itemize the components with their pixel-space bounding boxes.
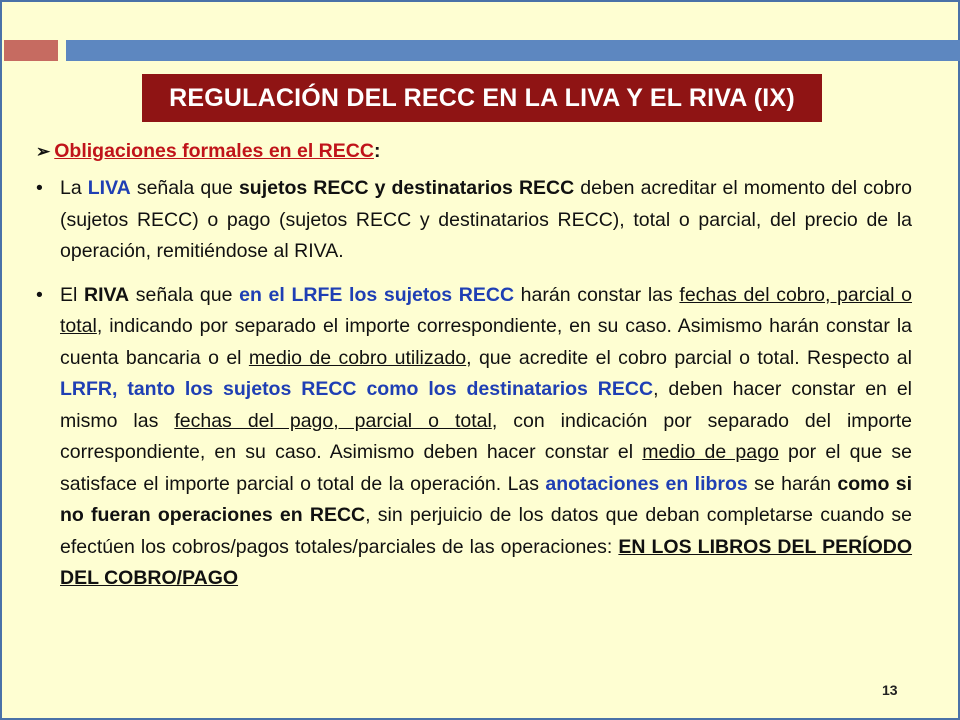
- slide-title: [142, 74, 822, 122]
- text-run-bold: como si no fueran operaciones en RECC: [60, 472, 912, 526]
- slide-content: [34, 140, 912, 595]
- text-run: , sin perjuicio de los datos que deban completarse cuando se efectúen los cobros/pagos totales/parciales de las operaciones:: [60, 504, 912, 558]
- text-run-blue: en el LRFE los sujetos RECC: [239, 283, 515, 306]
- text-run-riva: RIVA: [84, 283, 130, 306]
- bullet-paragraph-liva: [34, 173, 912, 268]
- page-number: 13: [882, 682, 898, 698]
- text-run-underlined: medio de cobro utilizado: [248, 346, 467, 369]
- text-run: El: [60, 283, 84, 306]
- text-run: deben acreditar el momento del cobro (sujetos RECC) o pago (sujetos RECC y destinatarios RECC), total o parcial, del precio de la operación, remitiéndose al RIVA.: [60, 177, 912, 262]
- text-run-blue: LRFR, tanto los sujetos RECC como los destinatarios RECC: [60, 378, 654, 400]
- section-heading-colon: :: [373, 140, 381, 162]
- text-run-underlined: fechas del cobro, parcial o total: [60, 283, 912, 337]
- text-run-bold-underlined: EN LOS LIBROS DEL PERÍODO DEL COBRO/PAGO: [60, 535, 913, 589]
- text-run: por el que se satisface el importe parcial o total de la operación. Las: [60, 441, 912, 495]
- bullet-dot-icon: •: [36, 177, 43, 199]
- text-run-underlined: fechas del pago, parcial o total: [174, 409, 492, 432]
- text-run-bold: sujetos RECC y destinatarios RECC: [238, 177, 575, 199]
- bullet-text: [60, 173, 912, 268]
- bullet-text: [60, 280, 912, 595]
- text-run: , deben hacer constar en el mismo las: [60, 378, 913, 432]
- text-run: , que acredite el cobro parcial o total. Respecto al: [466, 346, 912, 369]
- accent-bar-red: [4, 40, 58, 61]
- text-run: harán constar las: [514, 283, 680, 306]
- text-run: , con indicación por separado del importe correspondiente, en su caso. Asimismo deben hacer constar el: [60, 409, 912, 463]
- section-heading-text: Obligaciones formales en el RECC: [54, 140, 374, 162]
- accent-bar-blue: [66, 40, 960, 61]
- arrow-bullet-icon: ➢: [36, 141, 51, 161]
- text-run-underlined: medio de pago: [642, 441, 779, 463]
- bullet-dot-icon: •: [36, 283, 43, 306]
- text-run: señala que: [129, 283, 240, 306]
- slide-title-text: REGULACIÓN DEL RECC EN LA LIVA Y EL RIVA (IX): [169, 83, 795, 112]
- text-run: La: [60, 177, 88, 199]
- text-run-blue: anotaciones en libros: [545, 472, 748, 495]
- text-run: , indicando por separado el importe correspondiente, en su caso. Asimismo harán constar la cuenta bancaria o el: [60, 315, 912, 369]
- bullet-paragraph-riva: [34, 280, 912, 595]
- section-heading: [36, 140, 912, 163]
- text-run: se harán: [747, 472, 838, 495]
- text-run: señala que: [130, 177, 239, 199]
- text-run-liva: LIVA: [87, 177, 131, 199]
